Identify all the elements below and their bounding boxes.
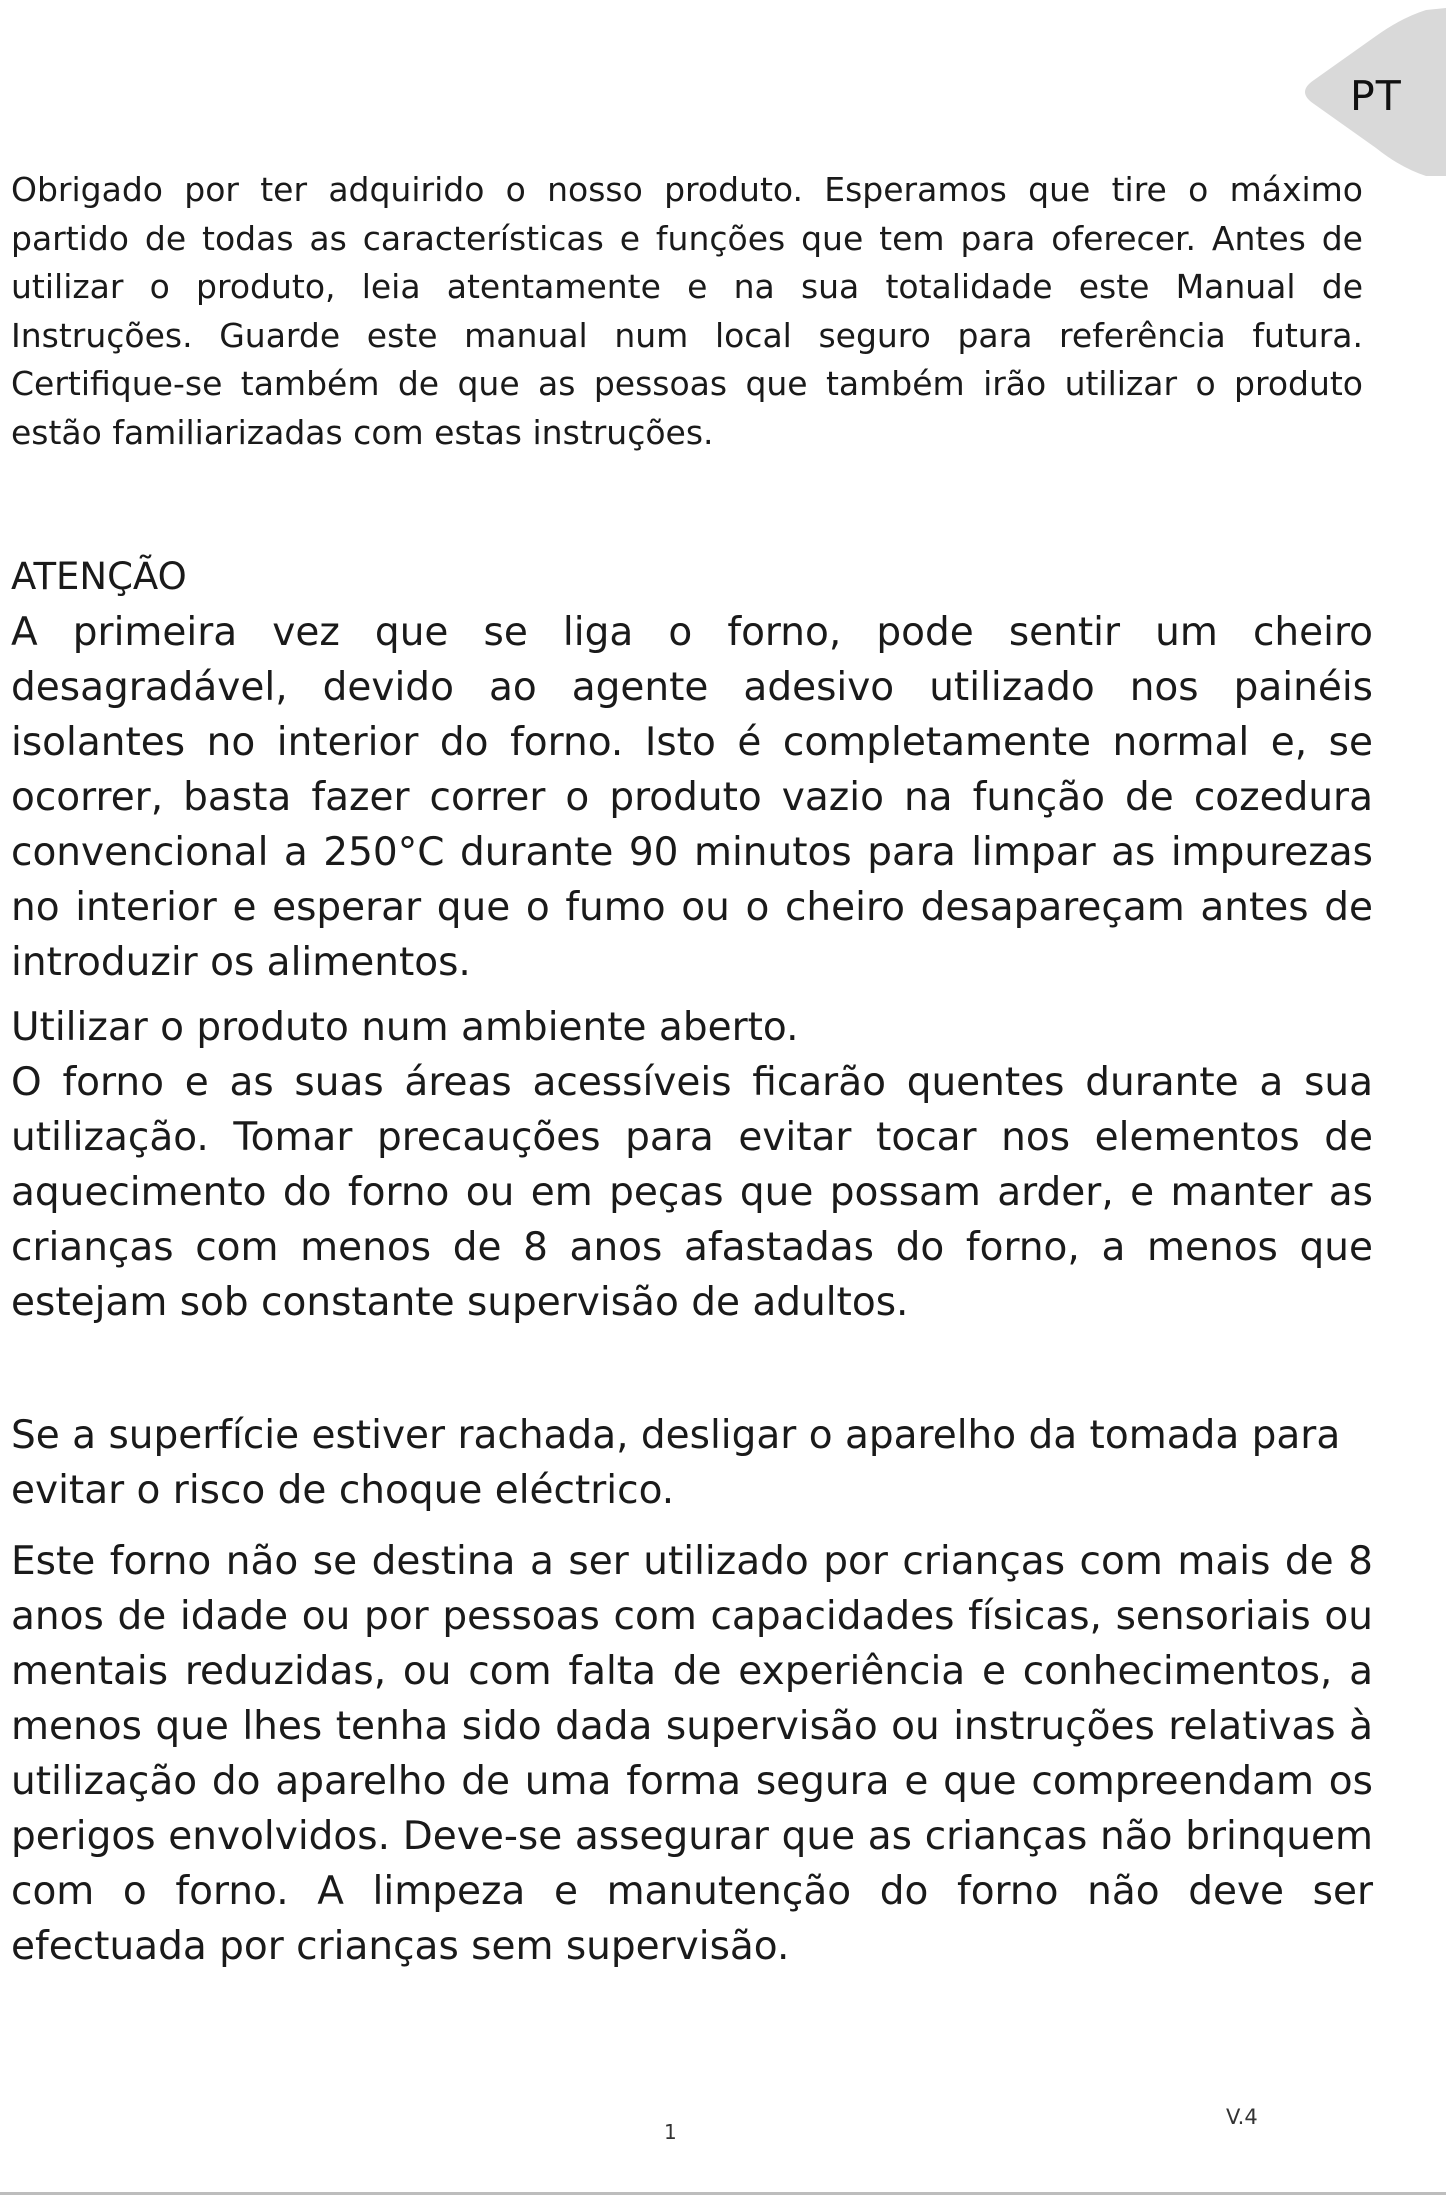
warning-paragraph: Este forno não se destina a ser utilizado por crianças com mais de 8 anos de idade ou por pessoas com capacidades físicas, sensoriais ou mentais reduzidas, ou com falta de experiência e conhecimentos, a menos que lhes tenha sido dada supervisão ou instruções relativas à utilização do aparelho de uma forma segura e que compreendam os perigos envolvidos. Deve-se assegurar que as crianças não brinquem com o forno. A limpeza e manutenção do forno não deve ser efectuada por crianças sem supervisão. [11,1539,1373,1969]
warning-paragraph: Utilizar o produto num ambiente aberto. [11,1005,799,1050]
warning-paragraph: A primeira vez que se liga o forno, pode sentir um cheiro desagradável, devido ao agente adesivo utilizado nos painéis isolantes no interior do forno. Isto é completamente normal e, se ocorrer, basta fazer correr o produto vazio na função de cozedura convencional a 250°C durante 90 minutos para limpar as impurezas no interior e esperar que o fumo ou o cheiro desapareçam antes de introduzir os alimentos. [11,610,1373,985]
warning-paragraph: Se a superfície estiver rachada, desligar o aparelho da tomada para evitar o risco de choque eléctrico. [11,1413,1341,1513]
page-number: 1 [664,2120,677,2144]
bottom-divider [0,2192,1446,2195]
version-label: V.4 [1226,2105,1258,2129]
warning-heading: ATENÇÃO [11,555,187,598]
language-label: PT [1350,72,1402,120]
warning-paragraph: O forno e as suas áreas acessíveis ficarão quentes durante a sua utilização. Tomar precauções para evitar tocar nos elementos de aquecimento do forno ou em peças que possam arder, e manter as crianças com menos de 8 anos afastadas do forno, a menos que estejam sob constante supervisão de adultos. [11,1060,1373,1325]
intro-paragraph: Obrigado por ter adquirido o nosso produto. Esperamos que tire o máximo partido de todas as características e funções que tem para oferecer. Antes de utilizar o produto, leia atentamente e na sua totalidade este Manual de Instruções. Guarde este manual num local seguro para referência futura. Certifique-se também de que as pessoas que também irão utilizar o produto estão familiarizadas com estas instruções. [11,170,1363,452]
